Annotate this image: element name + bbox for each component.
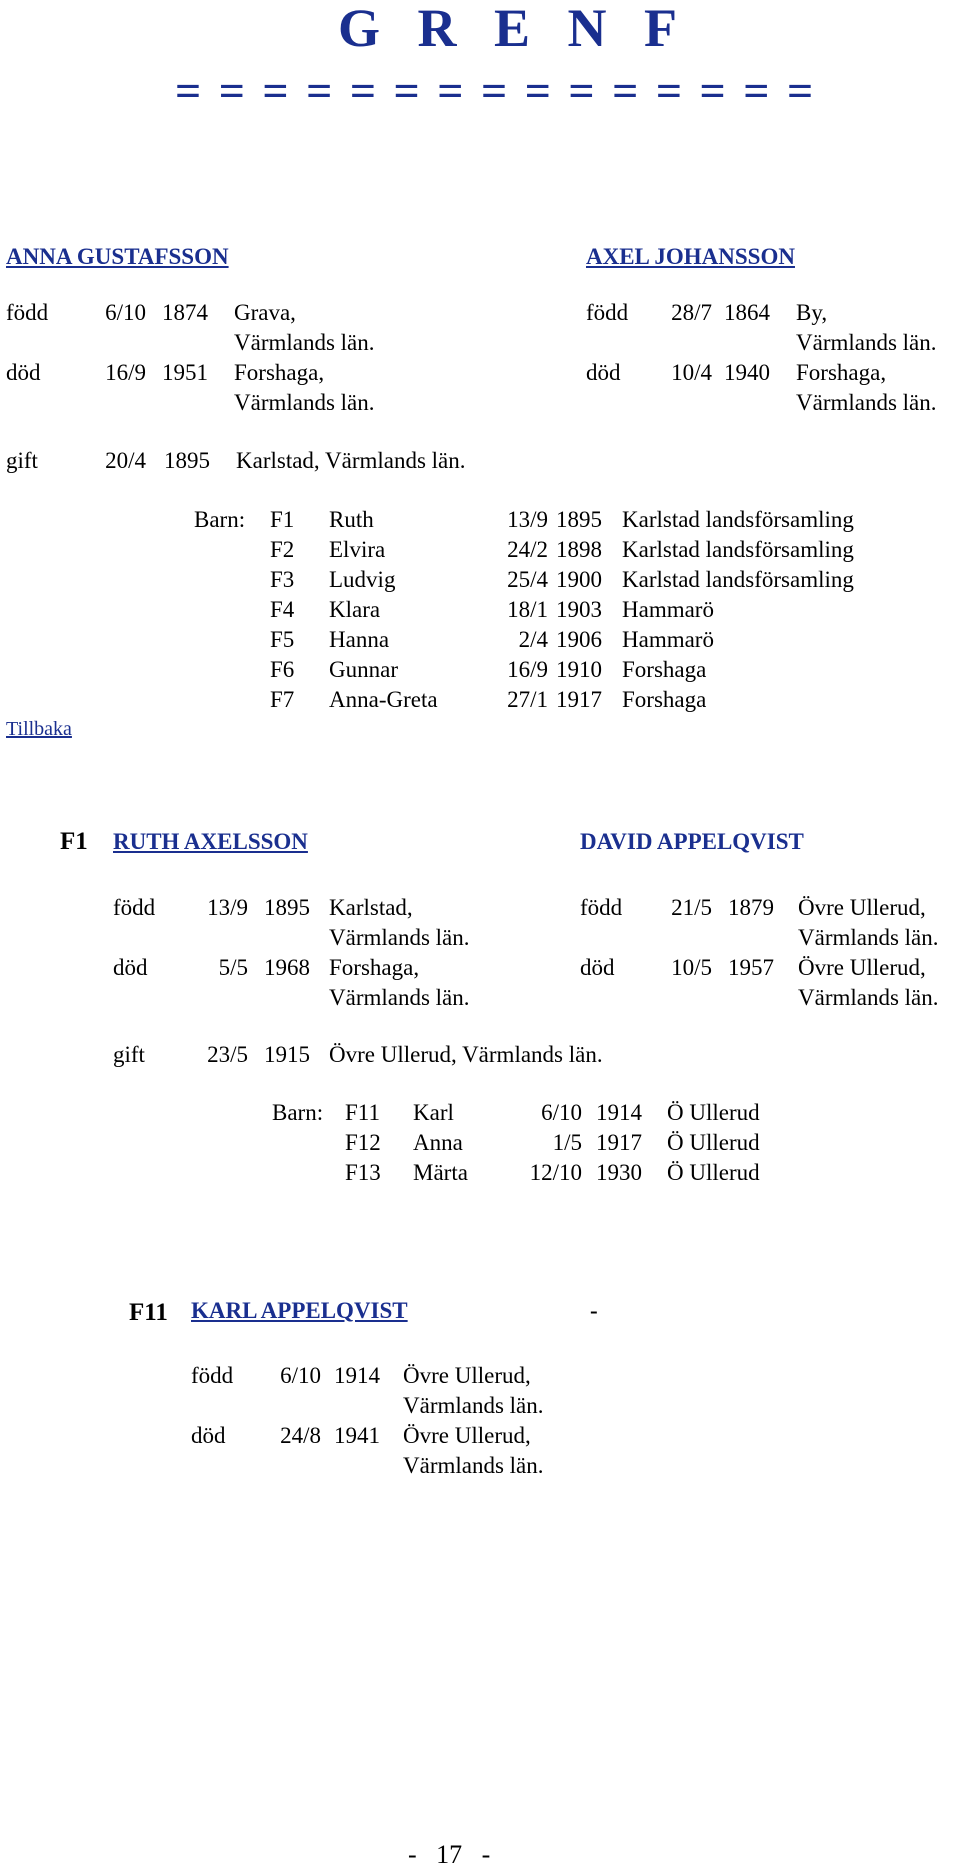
child-date: 12/10 — [529, 1160, 582, 1185]
person-b-name: DAVID APPELQVIST — [580, 829, 804, 854]
born-county: Värmlands län. — [798, 925, 939, 950]
child-place: Ö Ullerud — [667, 1130, 760, 1155]
died-label: död — [580, 955, 615, 980]
died-label: död — [113, 955, 148, 980]
children-label: Barn: — [272, 1100, 324, 1125]
child-year: 1900 — [556, 567, 602, 592]
died-year: 1957 — [728, 955, 774, 980]
child-date: 18/1 — [507, 597, 548, 622]
died-year: 1941 — [334, 1423, 380, 1448]
family-code: F1 — [60, 828, 88, 855]
person-a-name-link[interactable]: ANNA GUSTAFSSON — [6, 244, 229, 269]
died-label: död — [586, 360, 621, 385]
child-date: 2/4 — [518, 627, 548, 652]
child-year: 1917 — [556, 687, 602, 712]
child-place: Hammarö — [622, 627, 714, 652]
married-date: 20/4 — [105, 448, 146, 473]
died-date: 24/8 — [280, 1423, 321, 1448]
child-code: F11 — [345, 1100, 380, 1125]
child-name: Hanna — [329, 627, 390, 652]
child-year: 1930 — [596, 1160, 642, 1185]
died-county: Värmlands län. — [796, 390, 937, 415]
died-year: 1968 — [264, 955, 310, 980]
born-year: 1895 — [264, 895, 310, 920]
born-date: 21/5 — [671, 895, 712, 920]
died-place: Forshaga, — [796, 360, 887, 385]
child-code: F7 — [270, 687, 295, 712]
child-date: 16/9 — [507, 657, 548, 682]
died-place: Övre Ullerud, — [403, 1423, 531, 1448]
died-label: död — [6, 360, 41, 385]
married-label: gift — [6, 448, 38, 473]
married-place: Övre Ullerud, Värmlands län. — [329, 1042, 603, 1067]
child-date: 6/10 — [541, 1100, 582, 1125]
child-name: Ludvig — [329, 567, 396, 592]
child-place: Forshaga — [622, 687, 707, 712]
died-county: Värmlands län. — [403, 1453, 544, 1478]
person-a-name-link[interactable]: RUTH AXELSSON — [113, 829, 308, 854]
born-year: 1879 — [728, 895, 774, 920]
spouse-placeholder: - — [590, 1298, 598, 1323]
married-year: 1915 — [264, 1042, 310, 1067]
child-code: F6 — [270, 657, 295, 682]
back-link[interactable]: Tillbaka — [6, 718, 72, 740]
born-label: född — [580, 895, 623, 920]
child-date: 25/4 — [507, 567, 548, 592]
child-name: Karl — [413, 1100, 454, 1125]
child-place: Ö Ullerud — [667, 1160, 760, 1185]
child-date: 24/2 — [507, 537, 548, 562]
born-place: Övre Ullerud, — [798, 895, 926, 920]
family-code: F11 — [129, 1299, 168, 1326]
child-date: 13/9 — [507, 507, 548, 532]
born-year: 1864 — [724, 300, 770, 325]
died-year: 1951 — [162, 360, 208, 385]
married-place: Karlstad, Värmlands län. — [236, 448, 466, 473]
child-name: Gunnar — [329, 657, 398, 682]
child-code: F5 — [270, 627, 295, 652]
born-county: Värmlands län. — [329, 925, 470, 950]
married-year: 1895 — [164, 448, 210, 473]
child-year: 1895 — [556, 507, 602, 532]
child-year: 1914 — [596, 1100, 642, 1125]
died-county: Värmlands län. — [798, 985, 939, 1010]
child-date: 27/1 — [507, 687, 548, 712]
died-place: Forshaga, — [329, 955, 420, 980]
child-place: Hammarö — [622, 597, 714, 622]
born-date: 6/10 — [105, 300, 146, 325]
child-name: Märta — [413, 1160, 468, 1185]
person-a-name-link[interactable]: KARL APPELQVIST — [191, 1298, 408, 1323]
born-year: 1914 — [334, 1363, 380, 1388]
child-name: Klara — [329, 597, 381, 622]
died-place: Övre Ullerud, — [798, 955, 926, 980]
title-underline: = = = = = = = = = = = = = = = — [175, 65, 817, 116]
born-place: Övre Ullerud, — [403, 1363, 531, 1388]
died-year: 1940 — [724, 360, 770, 385]
died-date: 5/5 — [218, 955, 248, 980]
child-year: 1910 — [556, 657, 602, 682]
children-label: Barn: — [194, 507, 246, 532]
born-date: 13/9 — [207, 895, 248, 920]
born-county: Värmlands län. — [234, 330, 375, 355]
born-label: född — [6, 300, 49, 325]
born-label: född — [191, 1363, 234, 1388]
child-year: 1903 — [556, 597, 602, 622]
child-year: 1906 — [556, 627, 602, 652]
born-label: född — [586, 300, 629, 325]
child-code: F2 — [270, 537, 295, 562]
born-year: 1874 — [162, 300, 208, 325]
born-place: Grava, — [234, 300, 296, 325]
died-date: 16/9 — [105, 360, 146, 385]
child-place: Forshaga — [622, 657, 707, 682]
page-title: G R E N F — [338, 0, 689, 58]
child-date: 1/5 — [552, 1130, 582, 1155]
died-county: Värmlands län. — [234, 390, 375, 415]
child-code: F3 — [270, 567, 295, 592]
child-code: F12 — [345, 1130, 381, 1155]
child-name: Ruth — [329, 507, 374, 532]
child-place: Karlstad landsförsamling — [622, 567, 854, 592]
child-place: Karlstad landsförsamling — [622, 507, 854, 532]
born-county: Värmlands län. — [796, 330, 937, 355]
died-county: Värmlands län. — [329, 985, 470, 1010]
born-label: född — [113, 895, 156, 920]
page-number: - 17 - — [408, 1840, 491, 1869]
child-code: F13 — [345, 1160, 381, 1185]
died-date: 10/5 — [671, 955, 712, 980]
born-date: 6/10 — [280, 1363, 321, 1388]
married-date: 23/5 — [207, 1042, 248, 1067]
born-place: By, — [796, 300, 828, 325]
child-name: Anna-Greta — [329, 687, 438, 712]
child-code: F4 — [270, 597, 295, 622]
child-code: F1 — [270, 507, 295, 532]
child-year: 1898 — [556, 537, 602, 562]
child-year: 1917 — [596, 1130, 642, 1155]
born-place: Karlstad, — [329, 895, 413, 920]
died-date: 10/4 — [671, 360, 712, 385]
died-place: Forshaga, — [234, 360, 325, 385]
child-name: Elvira — [329, 537, 386, 562]
died-label: död — [191, 1423, 226, 1448]
person-b-name-link[interactable]: AXEL JOHANSSON — [586, 244, 795, 269]
married-label: gift — [113, 1042, 145, 1067]
born-date: 28/7 — [671, 300, 712, 325]
born-county: Värmlands län. — [403, 1393, 544, 1418]
child-name: Anna — [413, 1130, 463, 1155]
child-place: Karlstad landsförsamling — [622, 537, 854, 562]
child-place: Ö Ullerud — [667, 1100, 760, 1125]
